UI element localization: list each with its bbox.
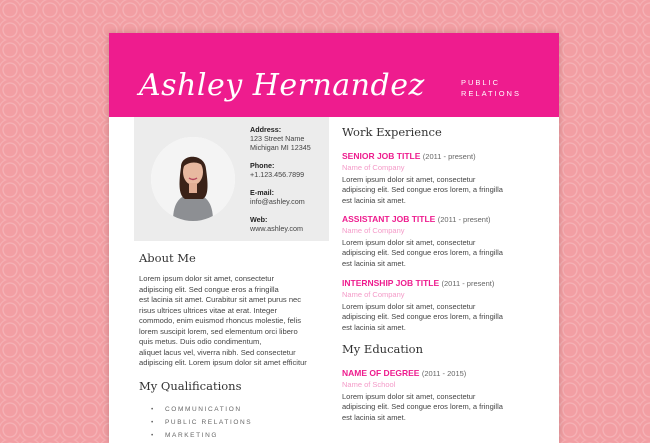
job-entry (342, 214, 542, 269)
education-description-line: Lorem ipsum dolor sit amet, consectetur (342, 392, 476, 401)
qualification-item (151, 406, 242, 413)
job-description-line: est lacinia sit amet. (342, 322, 406, 332)
about-line: adipiscing elit. Lorem ipsum dolor sit amet efficitur (139, 358, 307, 367)
education-description (342, 392, 542, 423)
qualification-item (151, 432, 219, 439)
qualification-item (151, 419, 253, 426)
contact-panel (134, 117, 329, 241)
education-entry (342, 368, 542, 423)
web-block (250, 215, 311, 233)
about-line: quis metus. Duis odio condimentum, (139, 337, 262, 346)
profile-photo-image (151, 137, 235, 221)
about-line: Lorem ipsum dolor sit amet, consectetur (139, 274, 275, 283)
about-line: adipiscing elit. Sed congue eros a fringilla (139, 284, 279, 294)
phone-label: Phone: (250, 161, 275, 170)
bullet-icon: • (151, 419, 155, 426)
job-years: (2011 - present) (441, 279, 495, 288)
phone-value: +1.123.456.7899 (250, 170, 305, 179)
contact-details (250, 125, 311, 242)
degree-line (342, 368, 542, 378)
address-line-2: Michigan MI 12345 (250, 143, 311, 152)
job-description-line: adipiscing elit. Sed congue eros lorem, a fringilla (342, 312, 503, 322)
role-line-2: RELATIONS (461, 89, 521, 98)
job-title: SENIOR JOB TITLE (342, 151, 421, 161)
about-line: risus ultrices ultrices vitae at erat. Integer (139, 305, 278, 315)
education-description-line: est lacinia sit amet. (342, 412, 406, 422)
job-company: Name of Company (342, 290, 405, 299)
profile-photo (151, 137, 235, 221)
degree-name: NAME OF DEGREE (342, 368, 420, 378)
job-title-line (342, 151, 542, 161)
job-company: Name of Company (342, 226, 405, 235)
job-description-line: Lorem ipsum dolor sit amet, consectetur (342, 302, 476, 311)
job-entry (342, 151, 542, 206)
candidate-role (461, 77, 521, 99)
web-label: Web: (250, 215, 268, 224)
about-line: est lacinia sit amet. Curabitur sit amet purus nec (139, 295, 302, 304)
education-description-line: adipiscing elit. Sed congue eros lorem, a fringilla (342, 402, 503, 412)
qualification-label: COMMUNICATION (165, 406, 242, 413)
candidate-name: Ashley Hernandez (139, 68, 425, 103)
email-label: E-mail: (250, 188, 274, 197)
resume-header (109, 33, 559, 117)
email-value: info@ashley.com (250, 197, 305, 206)
address-line-1: 123 Street Name (250, 134, 305, 143)
job-description (342, 302, 542, 333)
bullet-icon: • (151, 432, 155, 439)
about-line: commodo, enim euismod rhoncus molestie, felis (139, 316, 302, 325)
education-title: My Education (342, 342, 424, 356)
job-description-line: adipiscing elit. Sed congue eros lorem, a fringilla (342, 185, 503, 195)
qualification-label: PUBLIC RELATIONS (165, 419, 253, 426)
degree-years: (2011 - 2015) (421, 369, 467, 378)
job-years: (2011 - present) (422, 152, 476, 161)
job-title-line (342, 278, 542, 288)
job-title: INTERNSHIP JOB TITLE (342, 278, 440, 288)
job-description-line: Lorem ipsum dolor sit amet, consectetur (342, 238, 476, 247)
about-line: aliquet lacus vel, viverra nibh. Sed consectetur (139, 347, 296, 357)
job-entry (342, 278, 542, 333)
job-title-line (342, 214, 542, 224)
job-title: ASSISTANT JOB TITLE (342, 214, 436, 224)
email-block (250, 188, 311, 206)
address-label: Address: (250, 125, 282, 134)
job-description-line: est lacinia sit amet. (342, 258, 406, 268)
phone-block (250, 161, 311, 179)
job-company: Name of Company (342, 163, 405, 172)
job-description (342, 238, 542, 269)
about-text (139, 274, 339, 369)
job-years: (2011 - present) (437, 215, 491, 224)
job-description (342, 175, 542, 206)
about-line: lorem suscipit lorem, sed elementum orci libero (139, 326, 298, 336)
resume-page (109, 33, 559, 443)
bullet-icon: • (151, 406, 155, 413)
qualifications-title: My Qualifications (139, 379, 242, 393)
about-title: About Me (139, 251, 196, 265)
address-block (250, 125, 311, 152)
school-name: Name of School (342, 380, 396, 389)
work-experience-title: Work Experience (342, 125, 442, 139)
job-description-line: Lorem ipsum dolor sit amet, consectetur (342, 175, 476, 184)
role-line-1: PUBLIC (461, 78, 501, 87)
web-value: www.ashley.com (250, 224, 303, 233)
job-description-line: est lacinia sit amet. (342, 195, 406, 205)
qualification-label: MARKETING (165, 432, 219, 439)
job-description-line: adipiscing elit. Sed congue eros lorem, a fringilla (342, 248, 503, 258)
